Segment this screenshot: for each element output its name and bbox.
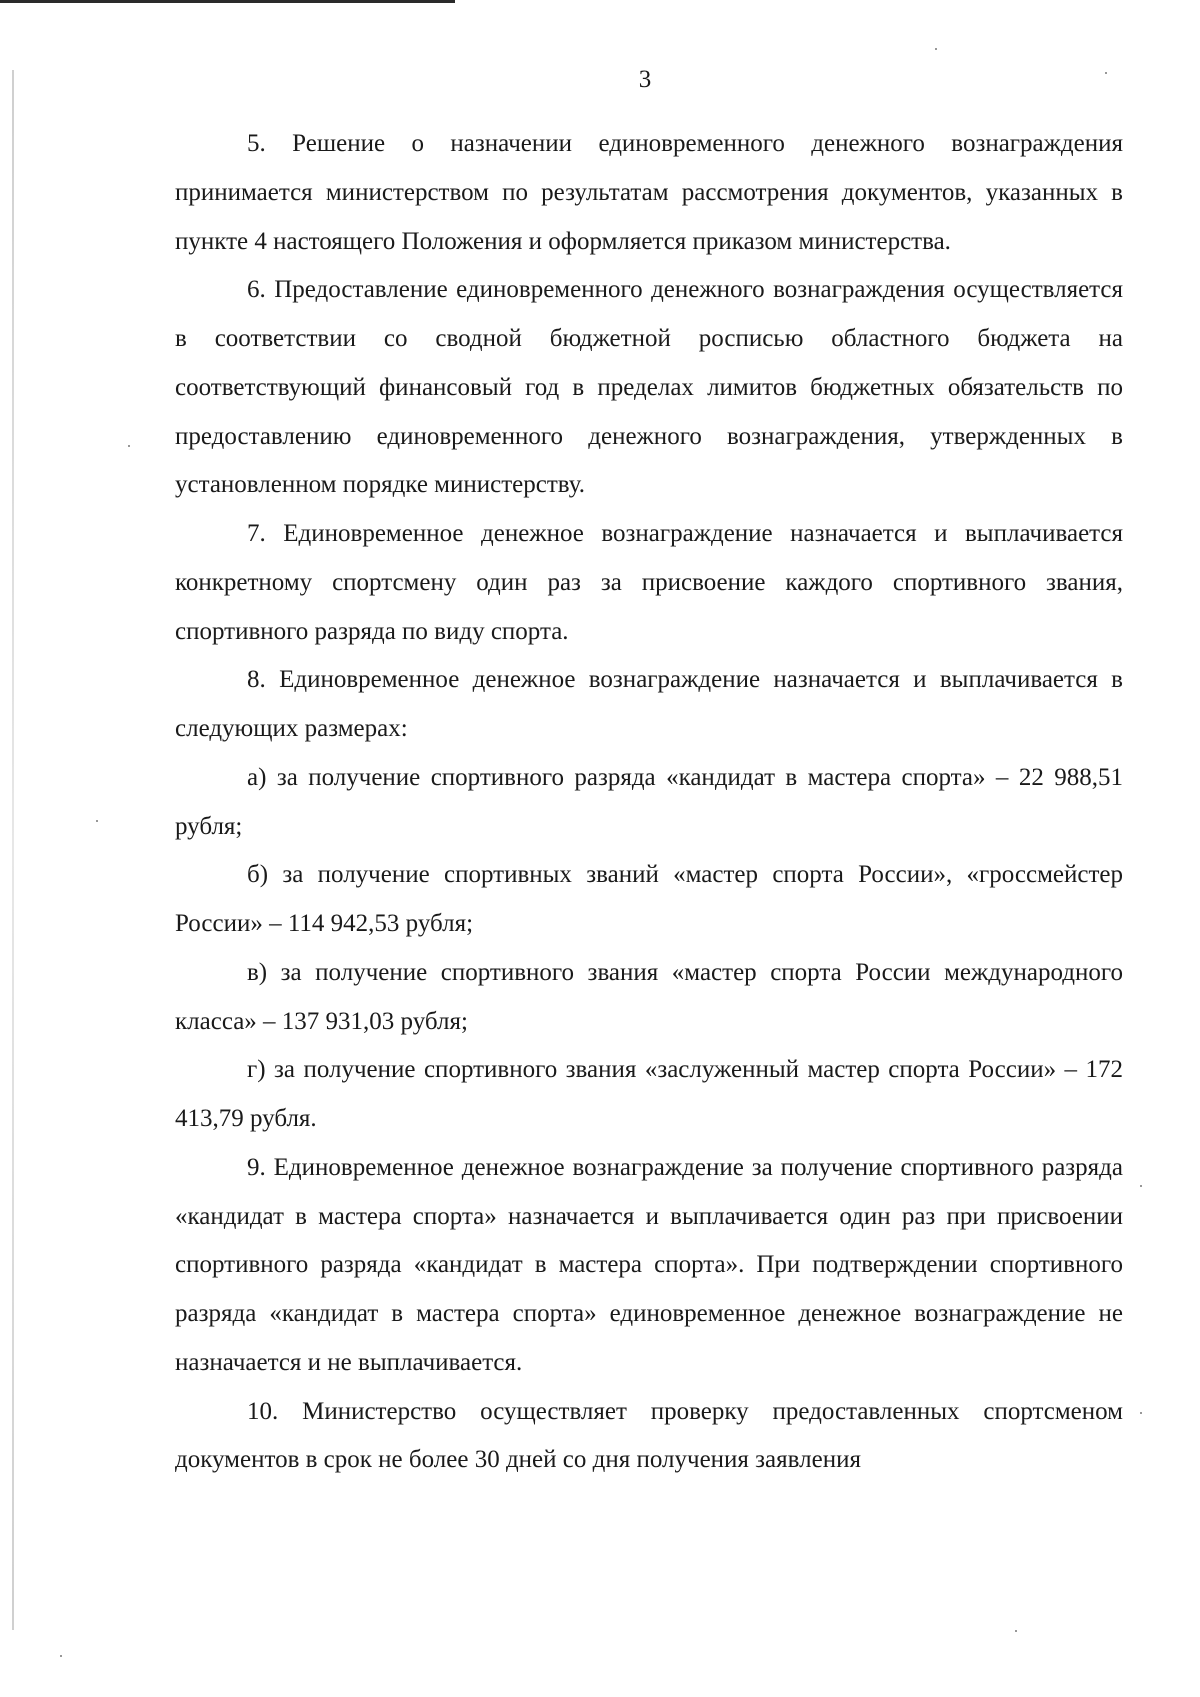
paragraph-5: 5. Решение о назначении единовременного денежного вознаграждения принимается министерством по результатам рассмотрения документов, указанных в пункте 4 настоящего Положения и оформляется приказом министерства. (175, 130, 1123, 255)
page-number: 3 (638, 66, 652, 93)
paragraph-8: 8. Единовременное денежное вознаграждение назначается и выплачивается в следующих размерах: (175, 666, 1123, 742)
paragraph-6: 6. Предоставление единовременного денежного вознаграждения осуществляется в соответствии со сводной бюджетной росписью областного бюджета на соответствующий финансовый год в пределах лимитов бюджетных обязательств по предоставлению единовременного денежного вознаграждения, утвержденных в установленном порядке министерству. (175, 276, 1123, 499)
scan-speck (935, 48, 937, 50)
scan-speck (1015, 1630, 1017, 1632)
scan-speck (1140, 1412, 1142, 1414)
paragraph-10: 10. Министерство осуществляет проверку предоставленных спортсменом документов в срок не более 30 дней со дня получения заявления (175, 1397, 1123, 1474)
scan-speck (60, 1655, 62, 1657)
document-body (175, 120, 1123, 1485)
top-scan-rule (0, 0, 455, 3)
scan-speck (1140, 1185, 1142, 1187)
paragraph-9: 9. Единовременное денежное вознаграждение за получение спортивного разряда «кандидат в мастера спорта» назначается и выплачивается один раз при присвоении спортивного разряда «кандидат в мастера спорта». При подтверждении спортивного разряда «кандидат в мастера спорта» единовременное денежное вознаграждение не назначается и не выплачивается. (175, 1153, 1123, 1376)
list-item-g: г) за получение спортивного звания «заслуженный мастер спорта России» – 172 413,79 рубля. (175, 1056, 1123, 1132)
scan-speck (128, 445, 130, 447)
list-item-a: а) за получение спортивного разряда «кандидат в мастера спорта» – 22 988,51 рубля; (175, 763, 1123, 840)
list-item-v: в) за получение спортивного звания «мастер спорта России международного класса» – 137 931,03 рубля; (175, 958, 1123, 1035)
list-item-b: б) за получение спортивных званий «мастер спорта России», «гроссмейстер России» – 114 942,53 рубля; (175, 861, 1123, 937)
paragraph-7: 7. Единовременное денежное вознаграждение назначается и выплачивается конкретному спортсмену один раз за присвоение каждого спортивного звания, спортивного разряда по виду спорта. (175, 520, 1123, 645)
scan-speck (1105, 72, 1107, 74)
left-scan-edge (12, 70, 14, 1630)
scan-speck (96, 820, 98, 822)
